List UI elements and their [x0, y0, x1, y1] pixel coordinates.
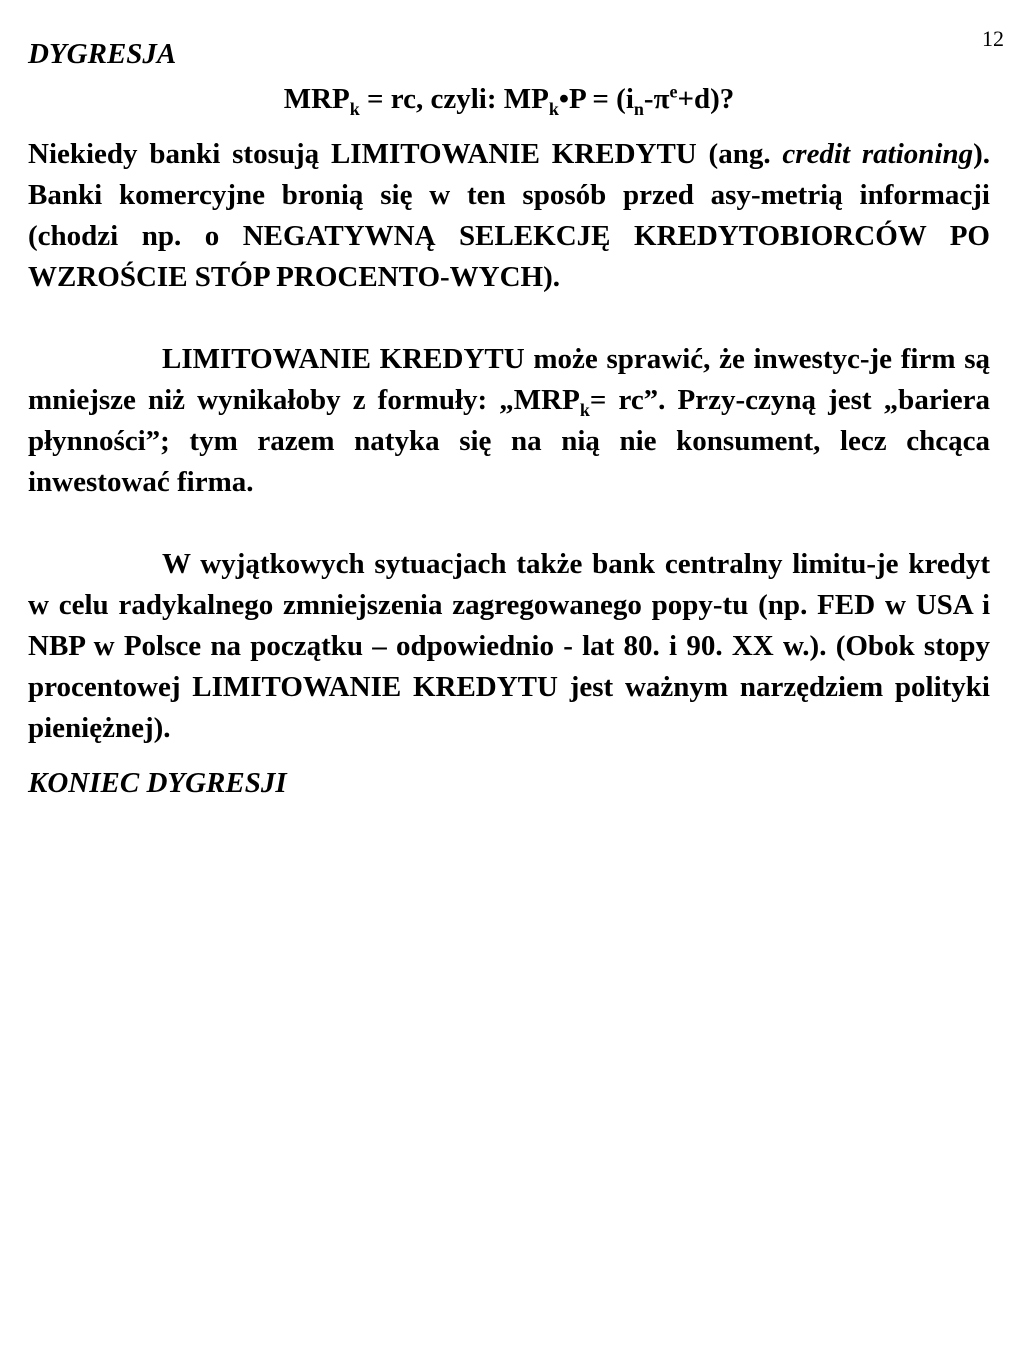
formula-pi: -π	[643, 83, 670, 115]
paragraph-central-bank: W wyjątkowych sytuacjach także bank centralny limitu-je kredyt w celu radykalnego zmniejszenia zagregowanego popy-tu (np. FED w USA i NBP w Polsce na początku – odpowiednio - lat 80. i 90. XX w.). (Obok stopy procentowej LIMITOWANIE KREDYTU jest ważnym narzędziem polityki pieniężnej).	[28, 548, 990, 744]
page-number: 12	[982, 26, 1004, 51]
paragraph1-text-a: Niekiedy banki stosują LIMITOWANIE KREDYTU (ang.	[28, 138, 783, 170]
paragraph-credit-rationing	[28, 134, 990, 298]
paragraph1-text-b: ). Banki komercyjne bronią się w ten sposób przed asy-metrią informacji (chodzi np. o NEGATYWNĄ SELEKCJĘ KREDYTOBIORCÓW PO WZROŚCIE STÓP PROCENTO-WYCH).	[28, 138, 990, 293]
formula-p-i: •P = (i	[558, 83, 634, 115]
digression-end-heading: KONIEC DYGRESJI	[28, 767, 287, 799]
document-body	[28, 34, 990, 804]
formula-sub-k1: k	[349, 98, 360, 119]
formula-sub-k2: k	[548, 98, 559, 119]
paragraph-investment-effect	[28, 339, 990, 503]
digression-heading: DYGRESJA	[28, 38, 177, 70]
formula-sup-e: e	[669, 81, 678, 102]
paragraph2-sub-k: k	[579, 399, 590, 420]
formula-sub-n: n	[633, 98, 644, 119]
formula-line	[28, 79, 990, 120]
formula-mrp: MRP	[283, 83, 350, 115]
paragraph2-text-b: = rc”. Przy-czyną jest „bariera płynności”; tym razem natyka się na nią nie konsument, lecz chcąca inwestować firma.	[28, 384, 990, 498]
formula-d: +d)?	[677, 83, 735, 115]
paragraph1-italic-term: credit rationing	[782, 138, 974, 170]
paragraph2-text-a: LIMITOWANIE KREDYTU może sprawić, że inwestyc-je firm są mniejsze niż wynikałoby z formuły: „MRP	[28, 343, 990, 416]
formula-rc-mp: = rc, czyli: MP	[359, 83, 549, 115]
